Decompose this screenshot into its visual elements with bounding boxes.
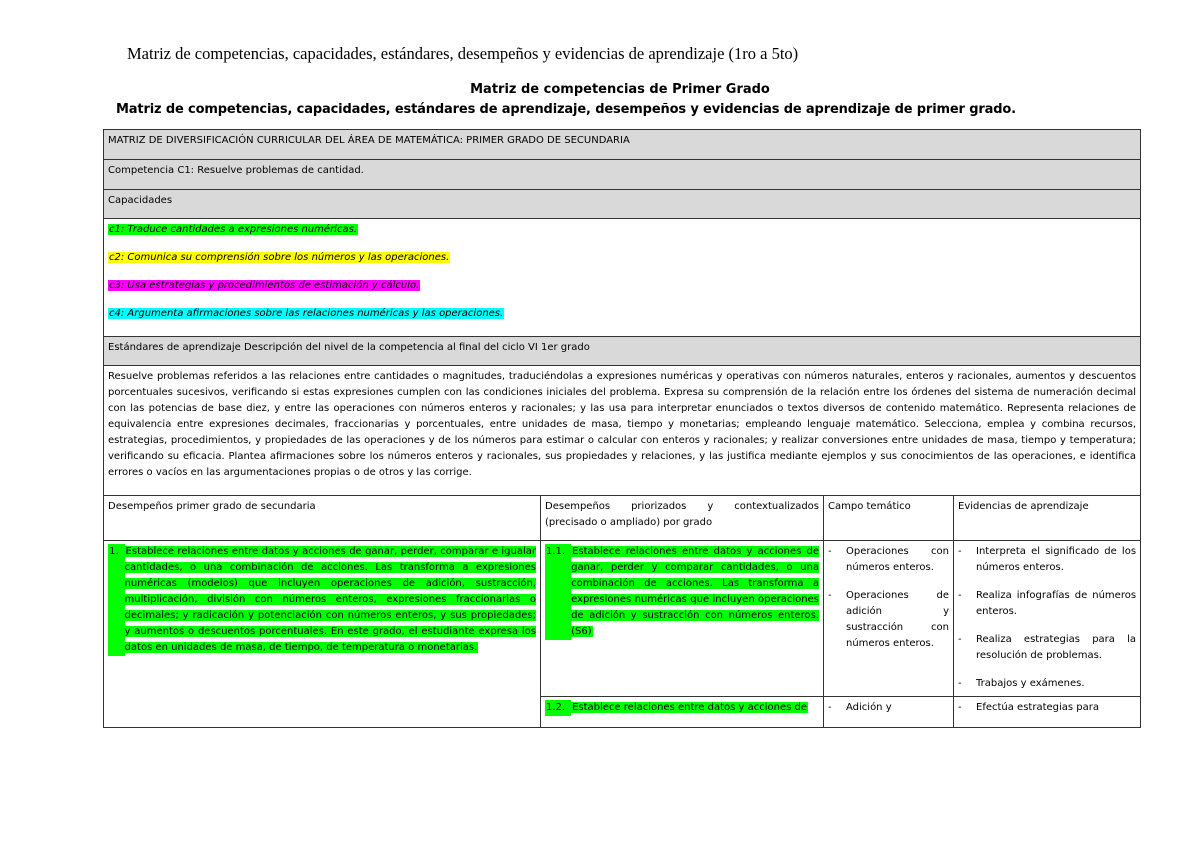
capacidad-c4 [108,306,1136,322]
campo-item-1-dash: - [828,546,832,557]
campo-item-2 [828,588,949,652]
col-header-desempenos [104,496,541,541]
capacidad-c1-text: c1: Traduce cantidades a expresiones numéricas. [109,224,357,235]
capacidad-c3-text: c3: Usa estrategias y procedimientos de estimación y cálculo. [109,280,420,291]
campo-item-2-text: Operaciones de adición y sustracción con números enteros. [846,590,949,649]
evidencia-item-1-dash: - [958,546,962,557]
evidencia-item-2-text: Realiza infografías de números enteros. [976,590,1137,617]
capacidades-list-cell [104,219,1141,337]
desempeno-item-1-number: 1. [108,544,125,656]
capacidad-c3 [108,278,1136,294]
estandares-label: Estándares de aprendizaje Descripción del nivel de la competencia al final del ciclo VI 1er grado [108,342,590,353]
curricular-matrix-table [103,129,1141,728]
priorizado-item-1-1-number: 1.1. [545,544,571,640]
campo-cell-2 [824,697,954,728]
campo-item-2-dash: - [828,590,832,601]
competencia-cell [104,160,1141,190]
evidencia-item-3-text: Realiza estrategias para la resolución de problemas. [976,634,1137,661]
estandares-text-cell [104,366,1141,496]
priorizado-item-1-2-text: Establece relaciones entre datos y acciones de [572,702,808,713]
evidencia-item-5 [958,700,1136,716]
evidencia-item-1 [958,544,1136,576]
evidencia-item-4-dash: - [958,678,962,689]
col-header-desempenos-text: Desempeños primer grado de secundaria [108,501,316,512]
capacidad-c1 [108,222,1136,238]
priorizado-item-1-2-number: 1.2. [545,700,571,716]
col-header-campo [824,496,954,541]
matrix-description: Matriz de competencias, capacidades, estándares de aprendizaje, desempeños y evidencias de aprendizaje de primer grado. [116,102,1016,117]
col-header-campo-text: Campo temático [828,501,911,512]
campo-item-1 [828,544,949,576]
evidencia-item-5-dash: - [958,702,962,713]
desempeno-item-1-text: Establece relaciones entre datos y acciones de ganar, perder, comparar e igualar cantidades, o una combinación de acciones. Las transforma a expresiones numéricas (modelos) que incluyen operaciones de adición, sustracción, multiplicación, división con números enteros, expresiones fraccionarias o decimales; y radicación y potenciación con números enteros, y sus propiedades; y aumentos o descuentos porcentuales. En este grado, el estudiante expresa los datos en unidades de masa, de tiempo, de temperatura o monetarias. [124,546,536,653]
priorizado-cell-1 [541,541,824,697]
evidencia-item-3 [958,632,1136,664]
campo-item-3-text: Adición y [846,702,892,713]
campo-item-1-text: Operaciones con números enteros. [846,546,949,573]
col-header-priorizados [541,496,824,541]
desempeno-cell [104,541,541,728]
evidencias-cell-2 [954,697,1141,728]
document-title: Matriz de competencias, capacidades, estándares, desempeños y evidencias de aprendizaje (1ro a 5to) [127,44,799,63]
capacidades-label: Capacidades [108,195,173,206]
capacidad-c4-text: c4: Argumenta afirmaciones sobre las relaciones numéricas y las operaciones. [109,308,504,319]
evidencia-item-4-text: Trabajos y exámenes. [976,678,1085,689]
evidencia-item-2-dash: - [958,590,962,601]
matrix-header-cell [104,130,1141,160]
evidencia-item-4 [958,676,1136,692]
capacidad-c2-text: c2: Comunica su comprensión sobre los números y las operaciones. [109,252,450,263]
campo-item-3 [828,700,949,716]
evidencia-item-3-dash: - [958,634,962,645]
campo-item-3-dash: - [828,702,832,713]
evidencia-item-5-text: Efectúa estrategias para [976,702,1100,713]
desempeno-item-1 [108,544,536,656]
evidencias-cell-1 [954,541,1141,697]
evidencia-item-2 [958,588,1136,620]
capacidades-header-cell [104,190,1141,219]
estandares-header-cell [104,337,1141,366]
matrix-subtitle: Matriz de competencias de Primer Grado [470,82,770,97]
col-header-priorizados-text: Desempeños priorizados y contextualizados (precisado o ampliado) por grado [545,501,819,528]
competencia-text: Resuelve problemas de cantidad. [194,165,364,176]
evidencia-item-1-text: Interpreta el significado de los números enteros. [976,546,1137,573]
priorizado-cell-2 [541,697,824,728]
estandares-text: Resuelve problemas referidos a las relaciones entre cantidades o magnitudes, traduciéndolas a expresiones numéricas y operativas con números naturales, enteros y racionales, aumentos y descuentos porcentuales sucesivos, verificando si estas expresiones cumplen con las condiciones iniciales del problema. Expresa su comprensión de la relación entre los órdenes del sistema de numeración decimal con las potencias de base diez, y entre las operaciones con números enteros y racionales; y las usa para interpretar enunciados o textos diversos de contenido matemático. Representa relaciones de equivalencia entre expresiones decimales, fraccionarias y porcentuales, entre unidades de masa, tiempo y monetarias; empleando lenguaje matemático. Selecciona, emplea y combina recursos, estrategias, procedimientos, y propiedades de las operaciones y de los números para estimar o calcular con enteros y racionales; y realizar conversiones entre unidades de masa, tiempo y temperatura; verificando su eficacia. Plantea afirmaciones sobre los números enteros y racionales, sus propiedades y relaciones, y las justifica mediante ejemplos y sus conocimientos de las operaciones, e identifica errores o vacíos en las argumentaciones propias o de otros y las corrige. [108,371,1137,478]
priorizado-item-1-2 [545,700,819,716]
campo-cell-1 [824,541,954,697]
col-header-evidencias [954,496,1141,541]
matrix-header-text: MATRIZ DE DIVERSIFICACIÓN CURRICULAR DEL ÁREA DE MATEMÁTICA: PRIMER GRADO DE SECUNDARIA [108,135,630,146]
priorizado-item-1-1 [545,544,819,640]
priorizado-item-1-1-text: Establece relaciones entre datos y acciones de ganar, perder y comparar cantidades, o una combinación de acciones. Las transforma a expresiones numéricas que incluyen operaciones de adición y sustracción con números enteros. (S6) [571,546,819,637]
competencia-label: Competencia C1: [108,165,195,176]
capacidad-c2 [108,250,1136,266]
col-header-evidencias-text: Evidencias de aprendizaje [958,501,1089,512]
